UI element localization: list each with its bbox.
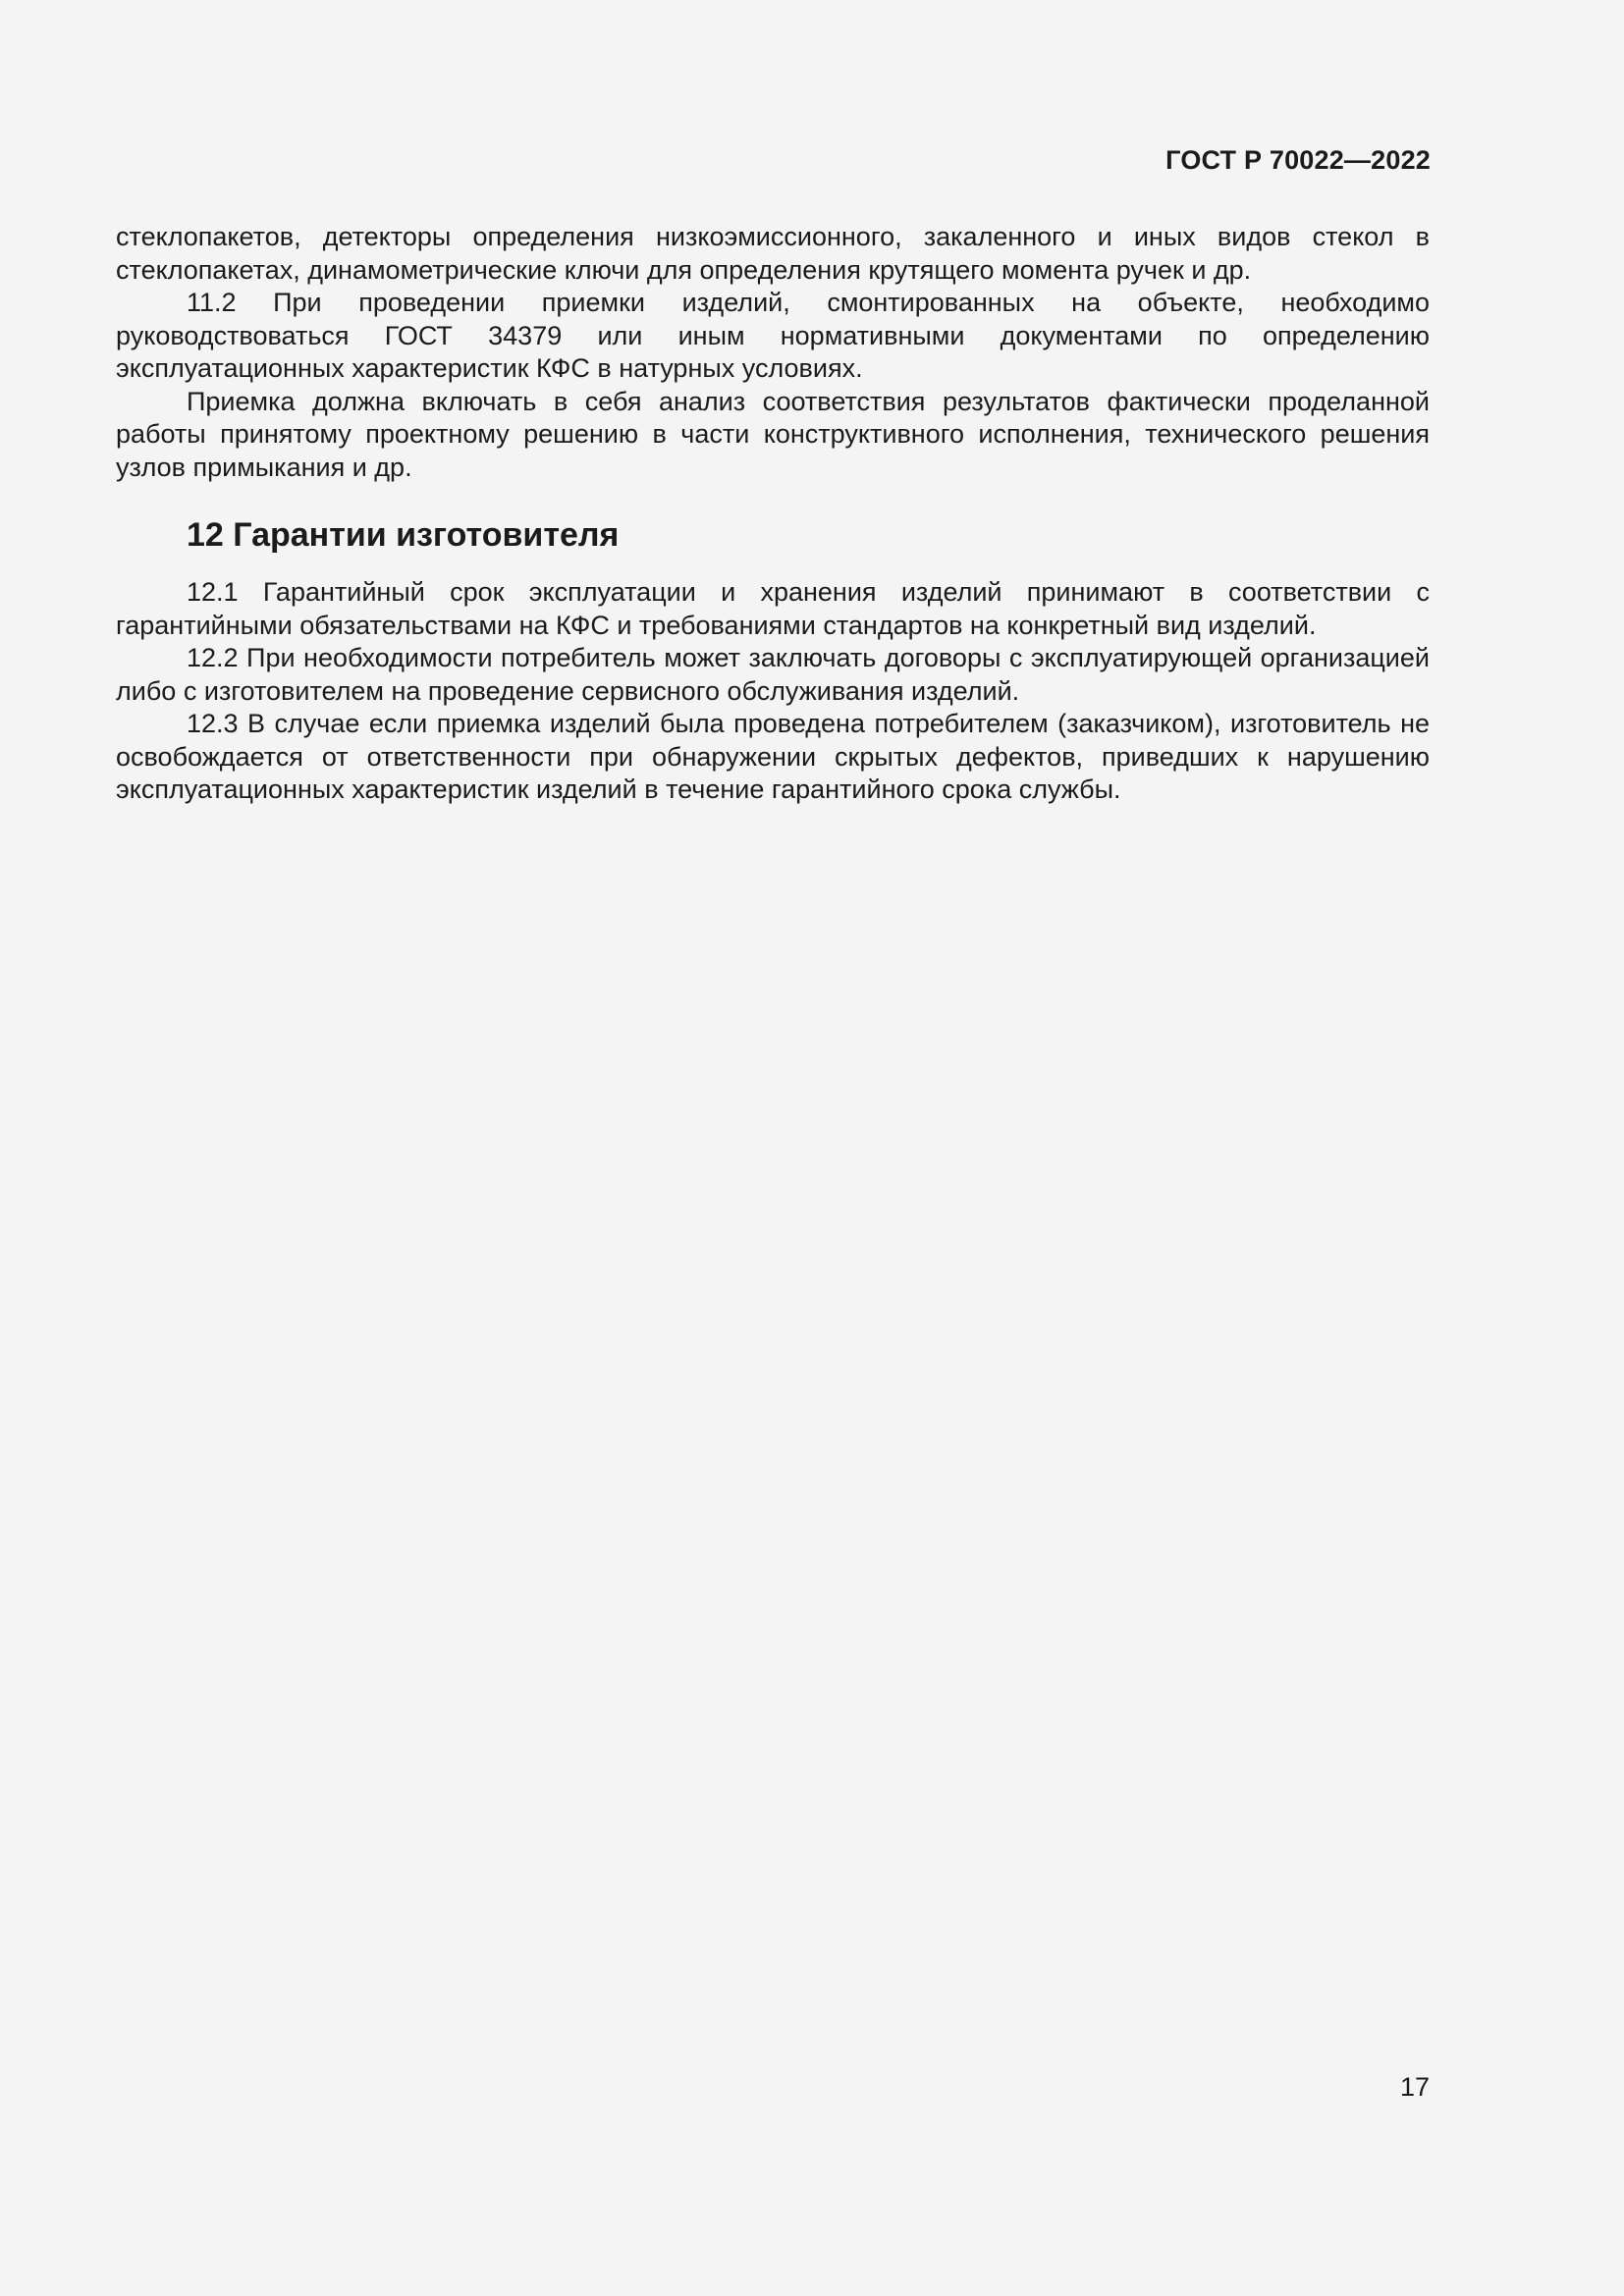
paragraph-12-3: 12.3 В случае если приемка изделий была проведена потребителем (заказчиком), изготовитель не освобождается от ответственности при обнаружении скрытых дефектов, приведших к нарушению эксплуатационных характеристик изделий в течение гарантийного срока службы. xyxy=(116,709,1430,804)
document-header-id: ГОСТ Р 70022—2022 xyxy=(1165,145,1431,175)
paragraph-continuation: стеклопакетов, детекторы определения низкоэмиссионного, закаленного и иных видов стекол в стеклопакетах, динамометрические ключи для определения крутящего момента ручек и др. xyxy=(116,222,1430,285)
section-heading: 12 Гарантии изготовителя xyxy=(187,516,620,554)
paragraph-12-1: 12.1 Гарантийный срок эксплуатации и хранения изделий принимают в соответствии с гарантийными обязательствами на КФС и требованиями стандартов на конкретный вид изделий. xyxy=(116,577,1430,640)
paragraph-12-2: 12.2 При необходимости потребитель может заключать договоры с эксплуатирующей организацией либо с изготовителем на проведение сервисного обслуживания изделий. xyxy=(116,643,1430,706)
page-number: 17 xyxy=(1399,2072,1430,2102)
paragraph-acceptance: Приемка должна включать в себя анализ соответствия результатов фактически проделанной работы принятому проектному решению в части конструктивного исполнения, технического решения узлов примыкания и др. xyxy=(116,386,1430,482)
document-body xyxy=(116,221,1430,807)
paragraph-11-2: 11.2 При проведении приемки изделий, смонтированных на объекте, необходимо руководствоваться ГОСТ 34379 или иным нормативными документами по определению эксплуатационных характеристик КФС в натурных условиях. xyxy=(116,288,1430,383)
